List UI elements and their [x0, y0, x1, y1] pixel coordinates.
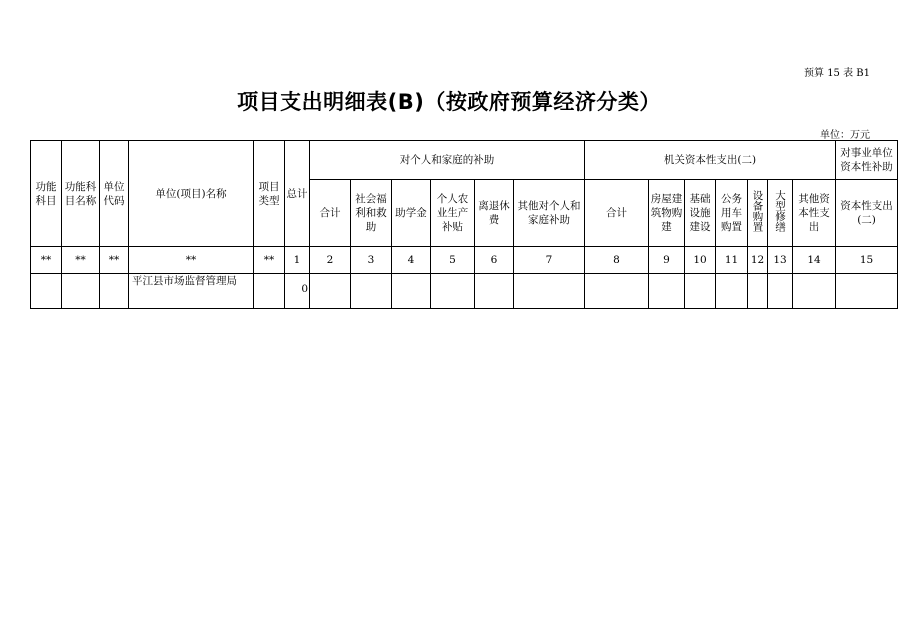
- unit-project-name-cell: 平江县市场监督管理局: [129, 274, 254, 309]
- data-cell: [585, 274, 649, 309]
- total-cell: 0: [285, 274, 310, 309]
- form-code: 预算 15 表 B1: [804, 68, 870, 79]
- scholarship-header: 助学金: [392, 180, 431, 247]
- index-cell: **: [31, 247, 62, 274]
- index-cell: 14: [793, 247, 836, 274]
- equipment-purchase-header: 设备购置: [748, 180, 768, 247]
- capital-subtotal-header: 合计: [585, 180, 649, 247]
- personal-subtotal-header: 合计: [310, 180, 351, 247]
- data-cell: [392, 274, 431, 309]
- col-total-header: 总计: [285, 141, 310, 247]
- data-cell: [100, 274, 129, 309]
- header-row-1: [31, 141, 898, 180]
- data-cell: [351, 274, 392, 309]
- index-cell: 2: [310, 247, 351, 274]
- index-row: [31, 247, 898, 274]
- data-cell: [768, 274, 793, 309]
- index-cell: 1: [285, 247, 310, 274]
- data-cell: [716, 274, 748, 309]
- index-cell: 5: [431, 247, 475, 274]
- index-cell: 13: [768, 247, 793, 274]
- group-capital-header: 机关资本性支出(二): [585, 141, 836, 180]
- infrastructure-header: 基础设施建设: [685, 180, 716, 247]
- page-title: 项目支出明细表(B)（按政府预算经济分类）: [237, 90, 661, 114]
- data-cell: [836, 274, 898, 309]
- col-func-subject-header: 功能科目: [31, 141, 62, 247]
- group-subsidy-header: 对事业单位资本性补助: [836, 141, 898, 180]
- index-cell: **: [100, 247, 129, 274]
- data-cell: [685, 274, 716, 309]
- index-cell: 12: [748, 247, 768, 274]
- budget-table: [30, 140, 898, 309]
- data-cell: [310, 274, 351, 309]
- data-cell: [431, 274, 475, 309]
- col-unit-project-name-header: 单位(项目)名称: [129, 141, 254, 247]
- data-cell: [475, 274, 514, 309]
- col-func-subject-name-header: 功能科目名称: [62, 141, 100, 247]
- index-cell: **: [129, 247, 254, 274]
- index-cell: 15: [836, 247, 898, 274]
- col-unit-code-header: 单位代码: [100, 141, 129, 247]
- vehicle-purchase-header: 公务用车购置: [716, 180, 748, 247]
- data-cell: [514, 274, 585, 309]
- index-cell: 10: [685, 247, 716, 274]
- group-personal-header: 对个人和家庭的补助: [310, 141, 585, 180]
- subsidy-capital-header: 资本性支出(二): [836, 180, 898, 247]
- data-cell: [649, 274, 685, 309]
- table-row: [31, 274, 898, 309]
- index-cell: 6: [475, 247, 514, 274]
- unit-label: 单位：万元: [820, 130, 870, 141]
- major-repair-header: 大型修缮: [768, 180, 793, 247]
- index-cell: 8: [585, 247, 649, 274]
- other-personal-header: 其他对个人和家庭补助: [514, 180, 585, 247]
- index-cell: 3: [351, 247, 392, 274]
- data-cell: [793, 274, 836, 309]
- index-cell: 9: [649, 247, 685, 274]
- index-cell: **: [62, 247, 100, 274]
- index-cell: 11: [716, 247, 748, 274]
- building-purchase-header: 房屋建筑物购建: [649, 180, 685, 247]
- social-welfare-header: 社会福利和救助: [351, 180, 392, 247]
- farm-subsidy-header: 个人农业生产补贴: [431, 180, 475, 247]
- data-cell: [31, 274, 62, 309]
- index-cell: 4: [392, 247, 431, 274]
- data-cell: [62, 274, 100, 309]
- index-cell: 7: [514, 247, 585, 274]
- other-capital-header: 其他资本性支出: [793, 180, 836, 247]
- retirement-header: 离退休费: [475, 180, 514, 247]
- col-project-type-header: 项目类型: [254, 141, 285, 247]
- data-cell: [748, 274, 768, 309]
- data-cell: [254, 274, 285, 309]
- index-cell: **: [254, 247, 285, 274]
